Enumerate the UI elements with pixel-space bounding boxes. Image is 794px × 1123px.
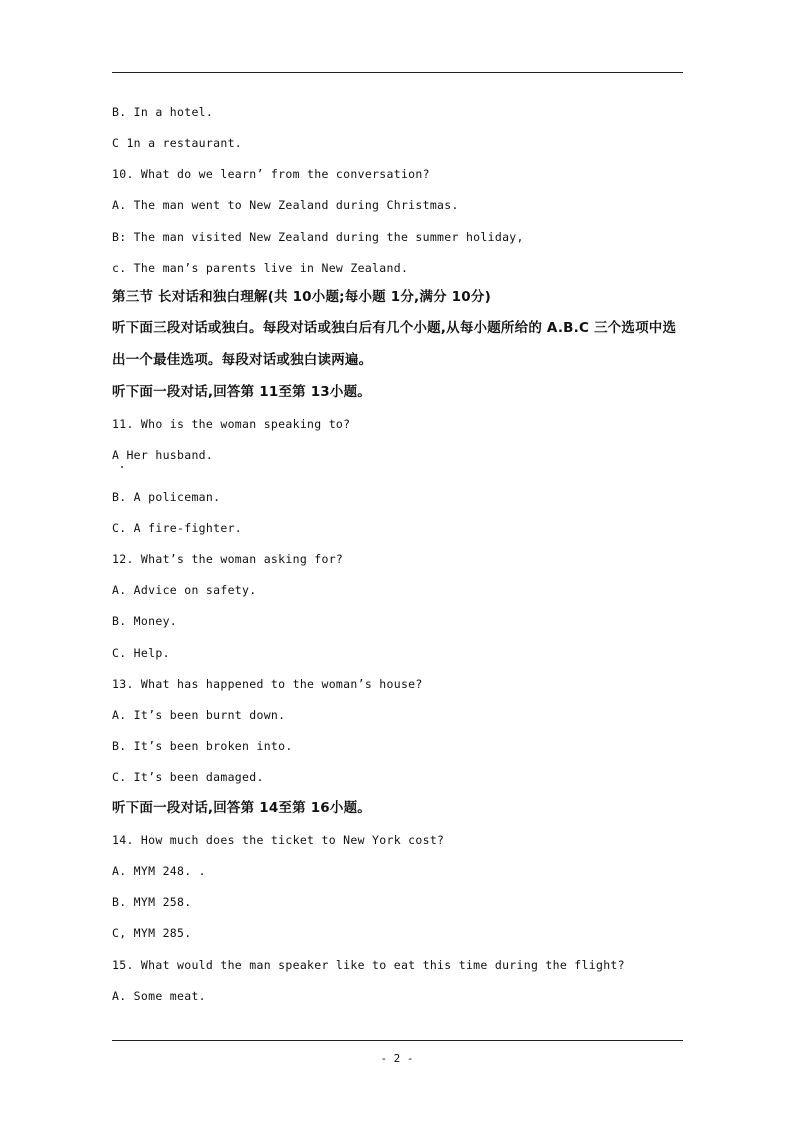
section-heading: 第三节 长对话和独白理解(共 10小题;每小题 1分,满分 10分) xyxy=(112,289,491,305)
question-line: 13. What has happened to the woman’s house? xyxy=(112,677,423,691)
option-line: B: The man visited New Zealand during the summer holiday, xyxy=(112,230,524,244)
footer-rule xyxy=(112,1040,683,1041)
option-line: C. A fire-fighter. xyxy=(112,521,243,535)
option-line: A Her husband. xyxy=(112,448,214,462)
option-line: B. Money. xyxy=(112,614,178,628)
instruction-line: 听下面一段对话,回答第 14至第 16小题。 xyxy=(112,800,372,816)
option-line: C. It’s been damaged. xyxy=(112,770,264,784)
page-number: - 2 - xyxy=(380,1052,414,1065)
option-line: C. Help. xyxy=(112,646,170,660)
option-line: A. MYM 248. . xyxy=(112,864,206,878)
option-line: A. It’s been burnt down. xyxy=(112,708,286,722)
option-line: C 1n a restaurant. xyxy=(112,136,243,150)
instruction-line: 出一个最佳选项。每段对话或独白读两遍。 xyxy=(112,352,373,368)
option-line: A. Some meat. xyxy=(112,989,206,1003)
option-line: B. It’s been broken into. xyxy=(112,739,293,753)
option-line: A. Advice on safety. xyxy=(112,583,257,597)
option-line: C, MYM 285. xyxy=(112,926,192,940)
header-rule xyxy=(112,72,683,73)
option-line: B. MYM 258. xyxy=(112,895,192,909)
question-line: 11. Who is the woman speaking to? xyxy=(112,417,351,431)
question-line: 15. What would the man speaker like to eat this time during the flight? xyxy=(112,958,625,972)
stray-mark xyxy=(121,466,123,468)
question-line: 14. How much does the ticket to New York cost? xyxy=(112,833,445,847)
option-line: A. The man went to New Zealand during Christmas. xyxy=(112,198,459,212)
question-line: 10. What do we learn’ from the conversation? xyxy=(112,167,430,181)
option-line: c. The man’s parents live in New Zealand. xyxy=(112,261,409,275)
instruction-line: 听下面一段对话,回答第 11至第 13小题。 xyxy=(112,384,372,400)
option-line: B. A policeman. xyxy=(112,490,221,504)
option-line: B. In a hotel. xyxy=(112,105,214,119)
question-line: 12. What’s the woman asking for? xyxy=(112,552,344,566)
instruction-line: 听下面三段对话或独白。每段对话或独白后有几个小题,从每小题所给的 A.B.C 三个选项中选 xyxy=(112,320,677,336)
